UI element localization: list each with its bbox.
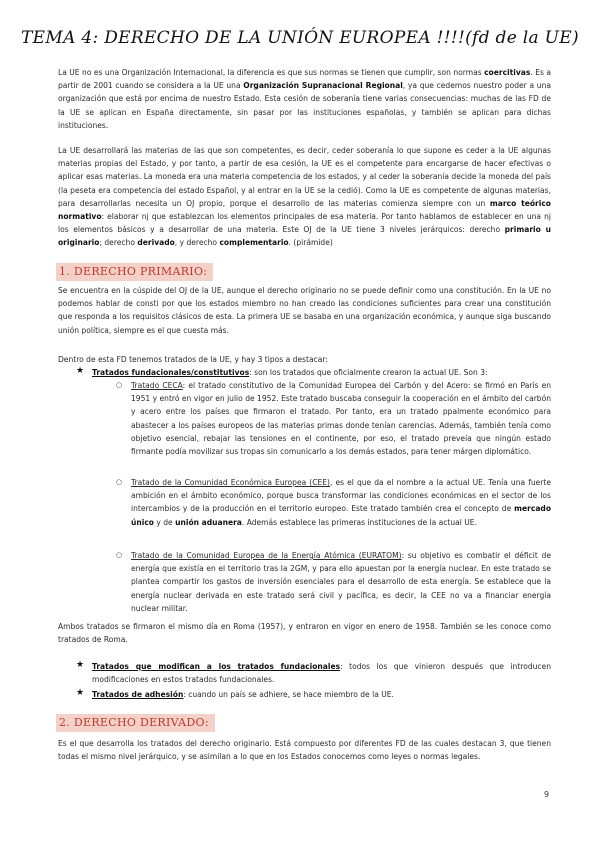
text-run: . (pirámide) — [288, 238, 333, 248]
sublist-item-label: Tratado de la Comunidad Europea de la Energía Atómica (EURATOM) — [131, 551, 402, 560]
page-title: TEMA 4: DERECHO DE LA UNIÓN EUROPEA !!!!(fd de la UE) — [21, 28, 579, 48]
text-run: : su objetivo es combatir el déficit de energía que existía en el territorio tras la 2GM, y para ello apuestan por la energía nuclear. En este tratado se plantea compartir los gastos de inversión esenciales para el desarrollo de esta energía. Se establece que la energía nuclear derivada en este tratado será civil y pacífica, es decir, la CEE no va a financiar energía nuclear militar. — [131, 551, 551, 613]
text-run: , y derecho — [174, 238, 220, 248]
star-bullet-icon: ★ — [76, 688, 85, 698]
section-heading-derecho-primario: 1. DERECHO PRIMARIO: — [56, 263, 213, 281]
sublist-item-cee — [131, 476, 551, 529]
circle-bullet-icon: ○ — [116, 551, 123, 559]
text-run: . Es a partir de 2001 cuando se considera a la UE una — [58, 68, 551, 91]
section1-paragraph-2: Dentro de esta FD tenemos tratados de la UE, y hay 3 tipos a destacar: — [58, 355, 328, 364]
circle-bullet-icon: ○ — [116, 381, 123, 389]
text-run: y de — [154, 517, 176, 527]
sublist-item-ceca — [131, 379, 551, 458]
list-item-label: Tratados fundacionales/constitutivos — [92, 368, 250, 377]
bold-term: coercitivas — [484, 68, 531, 77]
list-item-tratados-modifican — [92, 660, 551, 686]
section2-paragraph-1: Es el que desarrolla los tratados del derecho originario. Está compuesto por diferentes FD de las cuales destacan 3, que tienen todas el mismo nivel jerárquico, y se asimilan a lo que en los Estados conocemos como leyes o normas legales. — [58, 739, 551, 762]
bold-term: primario u originario — [58, 225, 551, 248]
bold-term: marco teórico normativo — [58, 198, 551, 222]
text-run: La UE desarrollará las materias de las que son competentes, es decir, ceder soberanía lo que supone es ceder a la UE algunas materias propias del Estado, y por tanto, a partir de esa cesión, la UE es el competente para encargarse de hacer efectivas o aplicar esas materias. La moneda era una materia competencia de los estados, y al ceder la soberanía decide la moneda del país (la peseta era competencia del estado Español, y al entrar en la UE se la cedió). Como la UE es competente de algunas materias, para desarrollarlas necesita un OJ propio, porque el desarrollo de las materias comienza siempre con un — [58, 146, 551, 208]
star-bullet-icon: ★ — [76, 660, 85, 670]
circle-bullet-icon: ○ — [116, 478, 123, 486]
bold-term: derivado — [137, 238, 175, 248]
page-number: 9 — [544, 790, 550, 799]
intro-paragraph-2 — [58, 144, 551, 250]
text-run: . Además establece las primeras instituciones de la actual UE. — [241, 517, 477, 527]
bold-term: Organización Supranacional Regional — [243, 81, 403, 91]
sublist-item-label: Tratado de la Comunidad Económica Europea (CEE) — [131, 478, 330, 487]
text-run: : el tratado constitutivo de la Comunidad Europea del Carbón y del Acero: se firmó en París en 1951 y entró en vigor en julio de 1952. Este tratado buscaba conseguir la cooperación en el ámbito del carbón y acero entre los países que firmaron el tratado. Por tanto, era un tratado ppalmente económico para abastecer a los países europeos de las materias primas donde tenían carencias. Además, también tenía como objetivo esencial, rebajar las tensiones en el continente, por eso, el tratado preveía que ningún estado firmante podía movilizar sus tropas sin comunicarlo a los demás estados, para tener márgen diplomático. — [131, 381, 551, 457]
text-run: : elaborar nj que establezcan los elementos principales de esa materia. Por tanto hablamos de establecer en una nj los elementos básicos y a desarrollar de una materia. Este OJ de la UE tiene 3 niveles jerárquicos: derecho — [58, 212, 551, 235]
text-run: : todos los que vinieron después que introducen modificaciones en estos tratados fundacionales. — [92, 662, 551, 685]
text-run: ; derecho — [99, 238, 138, 248]
section-heading-derecho-derivado: 2. DERECHO DERIVADO: — [56, 714, 215, 732]
bold-term: complementario — [219, 238, 289, 248]
bold-term: unión aduanera — [175, 517, 242, 527]
list-item-label: Tratados de adhesión — [92, 690, 184, 699]
list-item-tratados-adhesion — [92, 688, 551, 701]
sublist-item-label: Tratado CECA — [131, 381, 183, 390]
intro-paragraph-1 — [58, 66, 551, 132]
text-run: : cuando un país se adhiere, se hace miembro de la UE. — [183, 690, 394, 699]
text-run: La UE no es una Organización Internacional, la diferencia es que sus normas se tienen que cumplir, son normas — [58, 68, 485, 77]
text-run: , es el que da el nombre a la actual UE. Tenía una fuerte ambición en el ámbito económico, porque busca transformar las condiciones económicas en el sector de los intercambios y de la producción en el territorio europeo. Este tratado también crea el concepto de — [131, 478, 551, 514]
star-bullet-icon: ★ — [76, 366, 85, 376]
list-item-label: Tratados que modifican a los tratados fundacionales — [92, 662, 341, 671]
bold-term: mercado único — [131, 504, 551, 527]
section1-paragraph-1: Se encuentra en la cúspide del OJ de la UE, aunque el derecho originario no se puede definir como una constitución. En la UE no podemos hablar de consti por que los estados miembro no han creado las condiciones suficientes para crear una constitución que responda a los requisitos clásicos de esta. La primera UE se basaba en una organización económica, y aunque siga buscando unión política, siempre es el que cuesta más. — [58, 286, 551, 335]
section1-paragraph-3: Ambos tratados se firmaron el mismo día en Roma (1957), y entraron en vigor en enero de 1958. También se les conoce como tratados de Roma. — [58, 622, 551, 645]
text-run: , ya que cedemos nuestro poder a una organización que está por encima de nuestro Estado. Esta cesión de soberanía tiene varias consecuencias: muchas de las FD de la UE se aplican en España directamente, sin pasar por las instituciones españolas, y también se aplican para dichas instituciones. — [58, 81, 551, 130]
sublist-item-euratom — [131, 549, 551, 615]
text-run: : son los tratados que oficialmente crearon la actual UE. Son 3: — [249, 368, 488, 377]
list-item-tratados-fundacionales — [92, 366, 551, 379]
